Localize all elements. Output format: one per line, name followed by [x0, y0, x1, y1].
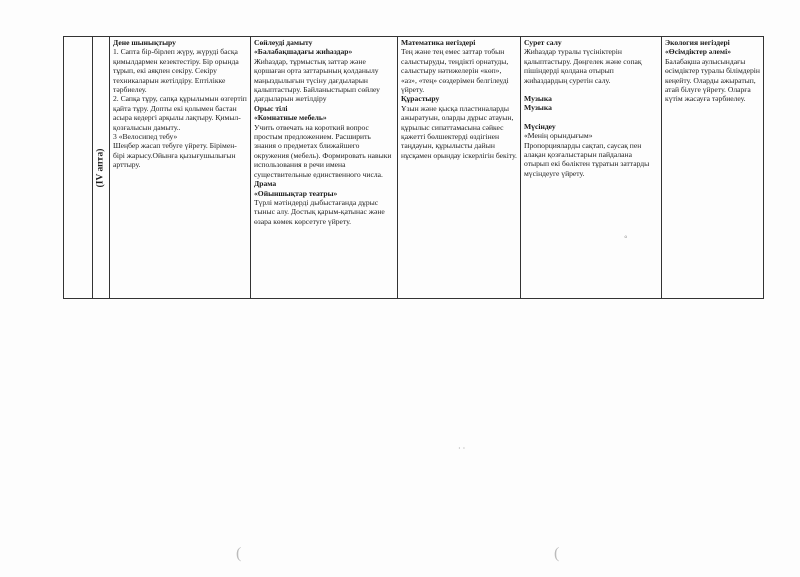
- spacer: [524, 113, 658, 122]
- cell-heading: Музыка: [524, 103, 552, 113]
- math-cell: [398, 37, 521, 299]
- cell-heading: Мүсіндеу: [524, 121, 556, 131]
- cell-text: Жиһаздар туралы түсініктерін қалыптастыру. Дөңгелек және сопақ пішіндерді қолдана отырып жиһаздардың суретін салу.: [524, 47, 642, 85]
- week-cell: [93, 37, 110, 299]
- cell-heading: Драма: [254, 179, 277, 189]
- empty-cell: [64, 37, 93, 299]
- lesson-plan-table: [63, 36, 764, 299]
- scan-speck: ◦: [624, 232, 628, 243]
- cell-text: 2. Сапқа тұру, сапқа құрылымын өзгертіп қайта тұру. Допты екі қолымен бастан асыра кедергі арқылы лақтыру. Қимыл-қозғалысын дамыту..: [113, 94, 247, 132]
- cell-text: Шеңбер жасап тебуге үйрету. Бірімен-бірі жарысу.Ойынға қызығушылығын арттыру.: [113, 141, 237, 170]
- cell-heading: Музыка: [524, 94, 552, 104]
- cell-text: Түрлі мәтіндерді дыбыстағанда дұрыс тыныс алу. Достық қарым-қатынас және өзара көмек көрсетуге үйрету.: [254, 197, 385, 226]
- cell-text: Тең және тең емес заттар тобын салыстыруды, теңдікті орнатуды, салыстыру нәтижелерін «көп», «аз», «тең» сөздерімен белгілеуді үйрету.: [401, 47, 509, 95]
- speech-development-cell: [251, 37, 398, 299]
- spacer: [524, 85, 658, 94]
- scan-speck: (: [236, 545, 242, 562]
- cell-topic: «Балабақшадағы жиһаздар»: [254, 47, 353, 57]
- cell-text: Учить отвечать на короткий вопрос простым предложением. Расширить знания о предметах ближайшего окружения (мебель). Формировать навыки использования в речи имена существительные единственного числа.: [254, 122, 392, 179]
- cell-heading: Дене шынықтыру: [113, 38, 176, 47]
- cell-text: Пропорцияларды сақтап, саусақ пен алақан қозғалыстарын пайдалана отырып екі бөліктен тұратын заттарды мүсіндеуге үйрету.: [524, 140, 650, 178]
- scan-speck: · ·: [458, 444, 466, 453]
- ecology-cell: [662, 37, 764, 299]
- week-label: (IV апта): [95, 148, 106, 187]
- cell-heading: Сурет салу: [524, 38, 562, 47]
- table-row: [64, 37, 764, 299]
- drawing-cell: [521, 37, 662, 299]
- cell-topic: «Ойыншықтар театры»: [254, 188, 338, 198]
- cell-text: Жиһаздар, тұрмыстық заттар және қоршаған орта заттарының қолданылу маңыздылығын түсіну дағдыларын қалыптастыру. Байланыстырып сөйлеу дағдыларын жетілдіру: [254, 56, 380, 104]
- cell-heading: Сөйлеуді дамыту: [254, 38, 313, 47]
- cell-heading: Экология негіздері: [665, 38, 730, 47]
- cell-topic: «Өсімдіктер әлемі»: [665, 47, 731, 57]
- cell-text: Ұзын және қысқа пластиналарды ажыратуын, оларды дұрыс атауын, құрылыс сипаттамасына сәйкес қажетті бөлшектерді өздігінен таңдауын, құрылысты дайын нұсқамен орындау іскерлігін бекіту.: [401, 103, 517, 160]
- cell-heading: Математика негіздері: [401, 38, 476, 47]
- physical-education-cell: [110, 37, 251, 299]
- scan-speck: (: [554, 545, 560, 562]
- cell-heading: Құрастыру: [401, 94, 440, 104]
- cell-text: 3 «Велосипед тебу»: [113, 132, 178, 142]
- cell-text: Балабақша аулысындағы өсімдіктер туралы білімдерін кеңейту. Оларды ажыратып, атай білуге үйрету. Оларға күтім жасауға тәрбиелеу.: [665, 56, 760, 104]
- cell-topic: «Менің орындығым»: [524, 131, 593, 141]
- cell-text: 1. Сапта бір-бірлеп жүру, жүруді басқа қимылдармен кезектестіру. Бір орында тұрып, екі аяқпен секіру. Секіру техникаларын жетілдіру. Ептілікке тәрбиелеу.: [113, 47, 239, 95]
- cell-topic: «Комнатные мебель»: [254, 113, 327, 123]
- cell-heading: Орыс тілі: [254, 103, 288, 113]
